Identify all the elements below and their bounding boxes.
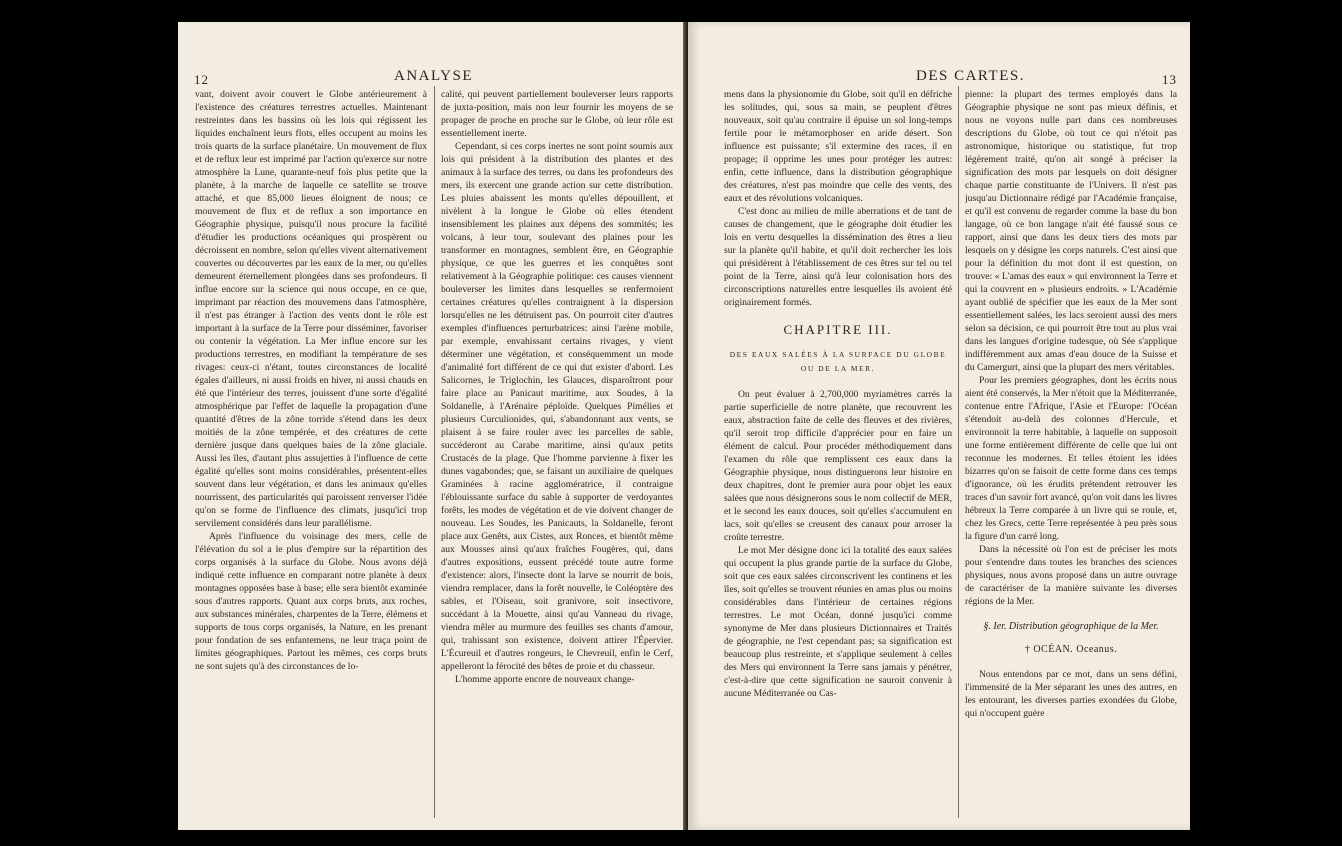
section-heading: §. Ier. Distribution géographique de la Mer. <box>983 621 1159 632</box>
running-head-left: ANALYSE <box>394 68 473 84</box>
paragraph: C'est donc au milieu de mille aberrations et de tant de causes de changement, que le géographe doit étudier les lois en vertu desquelles la dissémination des êtres a lieu sur la planète qu'il habite, et qu'il doit rechercher les lois qui présidèrent à l'établissement de ces êtres sur tel ou tel point de la Terre, ainsi qu'à leur colonisation hors des circonscriptions naturelles entre lesquelles ils avoient été originairement formés. <box>724 206 952 308</box>
ocean-heading: † OCÉAN. Oceanus. <box>1024 644 1118 655</box>
left-page <box>178 22 683 830</box>
paragraph: calité, qui peuvent partiellement bouleverser leurs rapports de juxta-position, mais non leur fournir les moyens de se propager de proche en proche sur le Globe, où leur rôle est essentiellement inerte. <box>441 89 673 139</box>
left-column-2 <box>441 88 673 818</box>
column-rule-right <box>958 86 959 818</box>
chapter-title: CHAPITRE III. <box>783 322 893 337</box>
page-number-right: 13 <box>1162 72 1177 87</box>
paragraph: Pour les premiers géographes, dont les écrits nous aient été conservés, la Mer n'étoit que la Méditerranée, contenue entre l'Afrique, l'Asie et l'Europe: l'Océan s'étendoit au-delà des colonnes d'Hercule, et environnoit la terre habitable, à laquelle on supposoit une forme entièrement différente de celle que lui ont reconnue les modernes. Et telles étoient les idées bizarres qu'on se faisoit de cette forme dans ces temps d'ignorance, où les érudits prétendent retrouver les traces d'un savoir fort avancé, qu'on voit dans les livres hébreux la Terre comparée à un livre qui se roule, et, chez les Grecs, cette Terre représentée à peu près sous la figure d'un carré long. <box>965 375 1177 542</box>
right-column-2 <box>965 88 1177 818</box>
paragraph: Nous entendons par ce mot, dans un sens défini, l'immensité de la Mer séparant les unes des autres, en les entourant, les diverses parties exondées du Globe, qui n'occupent guère <box>965 669 1177 719</box>
paragraph: Après l'influence du voisinage des mers, celle de l'élévation du sol a le plus d'empire sur la répartition des corps organisés à la surface du Globe. Nous avons déjà indiqué cette influence en comparant notre planète à deux montagnes opposées base à base; elle sera bientôt examinée sous d'autres rapports. Quant aux corps bruts, aux roches, aux substances minérales, charpentes de la Terre, élémens et supports de tous corps organisés, la Nature, en les prenant pour fondation de ses enfantemens, ne leur traça point de limites géographiques. Partout les mêmes, ces corps bruts ne sont sujets qu'à des circonstances de lo- <box>195 531 427 672</box>
paragraph: Dans la nécessité où l'on est de préciser les mots pour s'entendre dans toutes les branches des sciences physiques, nous avons proposé dans un autre ouvrage de caractériser de la manière suivante les diverses régions de la Mer. <box>965 544 1177 607</box>
paragraph: L'homme apporte encore de nouveaux change- <box>455 674 635 685</box>
paragraph: mens dans la physionomie du Globe, soit qu'il en défriche les solitudes, qui, sous sa main, se peuplent d'êtres nouveaux, soit qu'au contraire il épuise un sol long-temps fertile pour le métamorphoser en aride désert. Son influence est puissante; s'il extermine des races, il en propage; il opprime les unes pour protéger les autres: enfin, cette influence, dans la distribution géographique des créatures, n'est pas moindre que celle des vents, des eaux et des révolutions volcaniques. <box>724 89 952 204</box>
left-column-1 <box>195 88 427 818</box>
running-head-right: DES CARTES. <box>916 68 1025 84</box>
page-number-left: 12 <box>194 72 209 87</box>
right-page <box>688 22 1190 830</box>
chapter-subtitle: DES EAUX SALÉES À LA SURFACE DU GLOBE OU DE LA MER. <box>729 350 947 373</box>
column-rule <box>434 86 435 818</box>
paragraph: Cependant, si ces corps inertes ne sont point soumis aux lois qui président à la distribution des plantes et des animaux à la surface des terres, ou dans les profondeurs des mers, ils exercent une grande action sur cette distribution. Les pluies abaissent les monts qu'elles dépouillent, et nivèlent à la longue le Globe où elles étendent insensiblement les plaines aux dépens des sommités; les volcans, à leur tour, soulevant des plaines pour les transformer en montagnes, semblent être, en Géographie physique, ce que les guerres et les conquêtes sont relativement à la Géographie politique: ces causes viennent bouleverser les limites dans lesquelles se renfermoient certaines créatures qu'elles contraignent à la dispersion lorsqu'elles ne les détruisent pas. On pourroit citer d'autres exemples d'influences perturbatrices: ainsi l'arène mobile, par exemple, envahissant certains rivages, y vient déterminer une végétation, et conséquemment un mode d'animalité fort différent de ce qui dut exister d'abord. Les Salicornes, le Triglochin, les Glauces, disparoîtront pour faire place au Panicaut maritime, aux Soudes, à la Soldanelle, à l'Arénaire péploïde. Quelques Pimélies et plusieurs Curculionides, qui, s'abandonnant aux vents, se plaisent à se faire rouler avec les parcelles de sable, succéderont au Carabe maritime, ainsi qu'aux petits Crustacés de la plage. Que l'homme parvienne à fixer les dunes vagabondes; que, se faisant un auxiliaire de quelques Graminées à racine agglomératrice, il contraigne l'éblouissante surface du sable à supporter de verdoyantes forêts, les modes de végétation et de vie doivent changer de nouveau. Les Soudes, les Panicauts, la Soldanelle, feront place aux Genêts, aux Cistes, aux Ronces, et bientôt même aux Mousses ainsi qu'aux fraîches Fougères, qui, dans d'autres expositions, eussent précédé toute autre forme d'existence: alors, l'insecte dont la larve se nourrit de bois, viendra remplacer, dans la forêt nouvelle, le Coléoptère des sables, et l'Oiseau, soit granivore, soit insectivore, succédant à la Mouette, ainsi qu'au Vanneau du rivage, viendra mêler au murmure des feuilles ses chants d'amour, qui, trahissant son existence, doivent attirer l'Épervier. L'Écureuil et d'autres rongeurs, le Chevreuil, enfin le Cerf, appelleront la férocité des bêtes de proie et du chasseur. <box>441 141 673 672</box>
paragraph: On peut évaluer à 2,700,000 myriamètres carrés la partie superficielle de notre planète, que recouvrent les eaux, abstraction faite de celle des fleuves et des rivières, qu'il seroit trop difficile d'apprécier pour en faire un élément de calcul. Pour procéder méthodiquement dans l'examen du rôle que remplissent ces eaux dans la Géographie physique, nous distinguerons leur histoire en deux chapitres, dont le premier aura pour objet les eaux salées que nous désignerons sous le nom collectif de MER, et le second les eaux douces, soit qu'elles s'accumulent en lacs, soit qu'elles se creusent des canaux pour arroser la croûte terrestre. <box>724 389 952 543</box>
right-column-1 <box>724 88 952 818</box>
paragraph: Le mot Mer désigne donc ici la totalité des eaux salées qui occupent la plus grande partie de la surface du Globe, soit que ces eaux salées circonscrivent les continens et les îles, soit qu'elles se trouvent réunies en amas plus ou moins considérables dans l'intérieur de certaines régions terrestres. Le mot Océan, donné jusqu'ici comme synonyme de Mer dans plusieurs Dictionnaires et Traités de géographie, ne l'est cependant pas; sa signification est beaucoup plus restreinte, et s'applique seulement à celles des Mers qui environnent la Terre sans jamais y pénétrer, c'est-à-dire que cette signification ne sauroit convenir à aucune Méditerranée ou Cas- <box>724 545 952 699</box>
paragraph: vant, doivent avoir couvert le Globe antérieurement à l'existence des créatures terrestres actuelles. Maintenant restreintes dans les bassins où les lois qui régissent les liquides enchaînent leurs flots, elles occupent au moins les trois quarts de la surface planétaire. Un mouvement de flux et de reflux leur est imprimé par l'action qu'exerce sur notre atmosphère la Lune, quarante-neuf fois plus petite que la planète, à la marche de laquelle ce satellite se trouve attaché, et que 85,000 lieues éloignent de nous; ce mouvement de flux et de reflux a son importance en Géographie physique, puisqu'il nous procure la facilité d'étudier les productions océaniques qui prospèrent ou décroissent en nombre, selon qu'elles vivent alternativement couvertes ou découvertes par les eaux de la mer, ou qu'elles demeurent éternellement plongées dans ses profondeurs. Il influe encore sur la science qui nous occupe, en ce que, imprimant par réaction des mouvemens dans l'atmosphère, il n'est pas étranger à l'action des vents dont le rôle est important à la surface de la Terre pour disséminer, favoriser ou contenir la végétation. La Mer influe encore sur les productions terrestres, en modifiant la température de ses rivages: ceux-ci n'étant, toutes circonstances de localité égales d'ailleurs, ni aussi froids en hiver, ni aussi chauds en été que l'intérieur des terres, jouissent d'une sorte d'égalité atmosphérique par l'effet de laquelle la propagation d'une quantité d'êtres de la zône torride s'étend dans les deux moitiés de la zône tempérée, et des créatures de cette dernière jusque dans quelques baies de la zône glaciale. Aussi les îles, d'autant plus assujetties à l'influence de cette égalité qu'elles sont moins considérables, présentent-elles souvent dans leur végétation, et dans les animaux qu'elles nourrissent, des particularités qui paroissent renverser l'idée qu'on se forme de l'influence des climats, jusqu'ici trop servilement considérés dans leur parallélisme. <box>195 89 427 529</box>
paragraph: pienne: la plupart des termes employés dans la Géographie physique ne sont pas mieux définis, et nous ne voyons nulle part dans ces nombreuses descriptions du Globe, où tout ce qui n'étoit pas astronomique, historique ou statistique, fut trop légèrement traité, qu'on ait songé à préciser la signification des mots par lesquels on doit désigner chaque partie constituante de l'Univers. Il n'est pas jusqu'au Dictionnaire rédigé par l'Académie française, et qu'il est convenu de regarder comme la base du bon langage, où ce bon langage n'ait été faussé sous ce rapport, ainsi que dans les deux tiers des mots par lesquels on y désigne les corps naturels. C'est ainsi que pour la définition du mot dont il est question, on trouve: « L'amas des eaux » qui environnent la Terre et qui la couvrent en » plusieurs endroits. » L'Académie ayant oublié de spécifier que les eaux de la Mer sont essentiellement salées, les lacs seroient aussi des mers selon sa décision, ce qui pourroit être tout au plus vrai dans les langues d'origine tudesque, où Sée s'applique indifféremment aux amas d'eau douce de la Suisse et du Camergurt, ainsi que la plupart des mers véritables. <box>965 89 1177 373</box>
